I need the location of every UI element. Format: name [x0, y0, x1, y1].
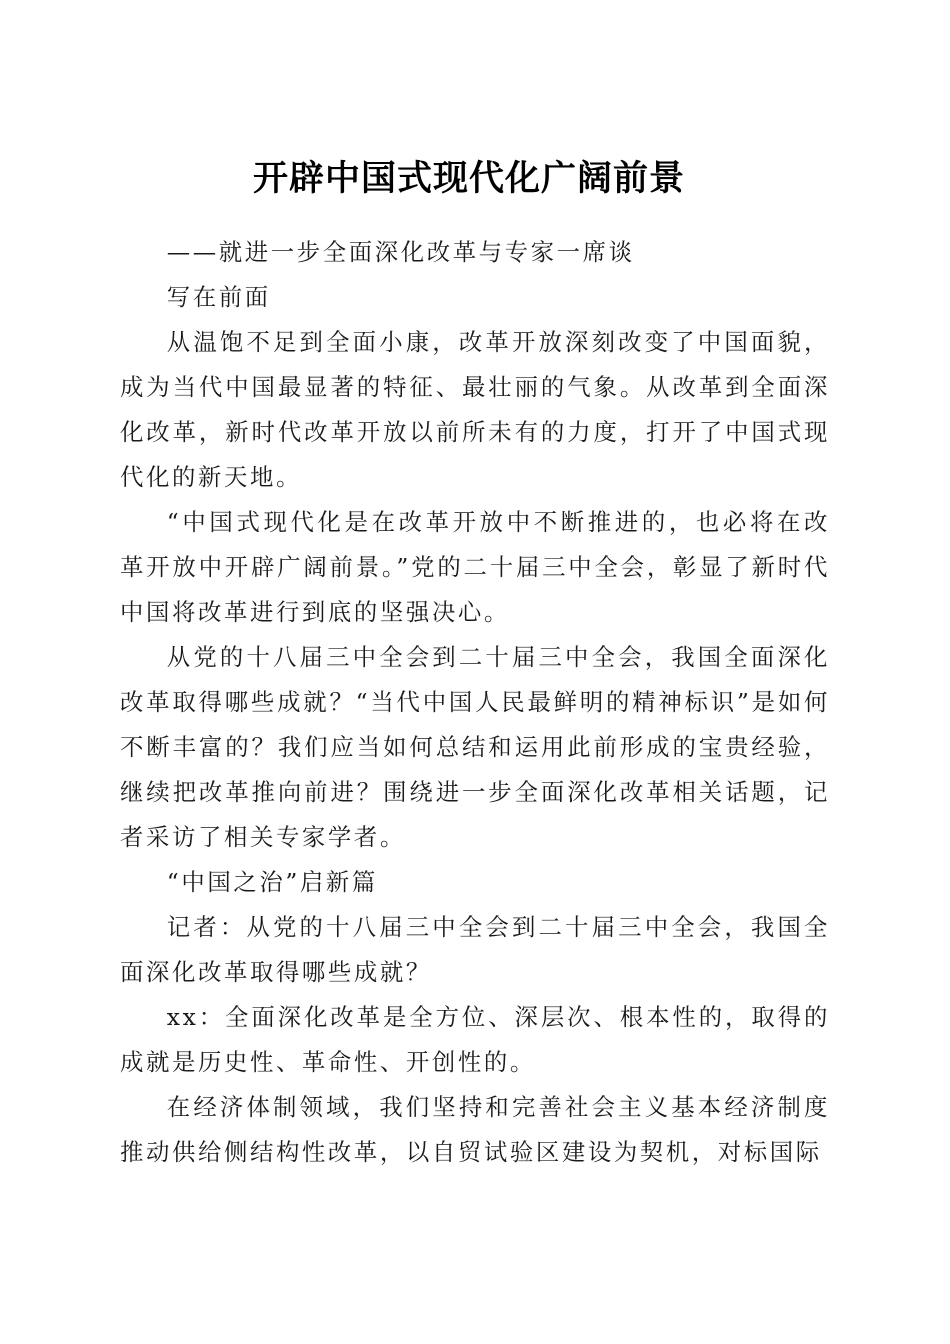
document-body: [120, 230, 830, 1175]
document-title: 开辟中国式现代化广阔前景: [252, 158, 685, 200]
body-paragraph: 从党的十八届三中全会到二十届三中全会，我国全面深化改革取得哪些成就？“当代中国人民最鲜明的精神标识”是如何不断丰富的？我们应当如何总结和运用此前形成的宝贵经验，继续把改革推向前进？围绕进一步全面深化改革相关话题，记者采访了相关专家学者。: [120, 643, 830, 851]
body-paragraph: “中国式现代化是在改革开放中不断推进的，也必将在改革开放中开辟广阔前景。”党的二十届三中全会，彰显了新时代中国将改革进行到底的坚强决心。: [120, 508, 830, 626]
body-paragraph: 从温饱不足到全面小康，改革开放深刻改变了中国面貌，成为当代中国最显著的特征、最壮丽的气象。从改革到全面深化改革，新时代改革开放以前所未有的力度，打开了中国式现代化的新天地。: [120, 328, 830, 491]
subtitle-paragraph: ——就进一步全面深化改革与专家一席谈: [166, 238, 635, 266]
interview-answer: xx：全面深化改革是全方位、深层次、根本性的，取得的成就是历史性、革命性、开创性的。: [120, 1003, 830, 1076]
interview-question: 记者：从党的十八届三中全会到二十届三中全会，我国全面深化改革取得哪些成就？: [120, 913, 830, 986]
body-paragraph: 在经济体制领域，我们坚持和完善社会主义基本经济制度推动供给侧结构性改革，以自贸试验区建设为契机，对标国际: [120, 1093, 830, 1166]
section-heading: “中国之治”启新篇: [166, 868, 378, 896]
section-heading-preface: 写在前面: [166, 283, 271, 311]
